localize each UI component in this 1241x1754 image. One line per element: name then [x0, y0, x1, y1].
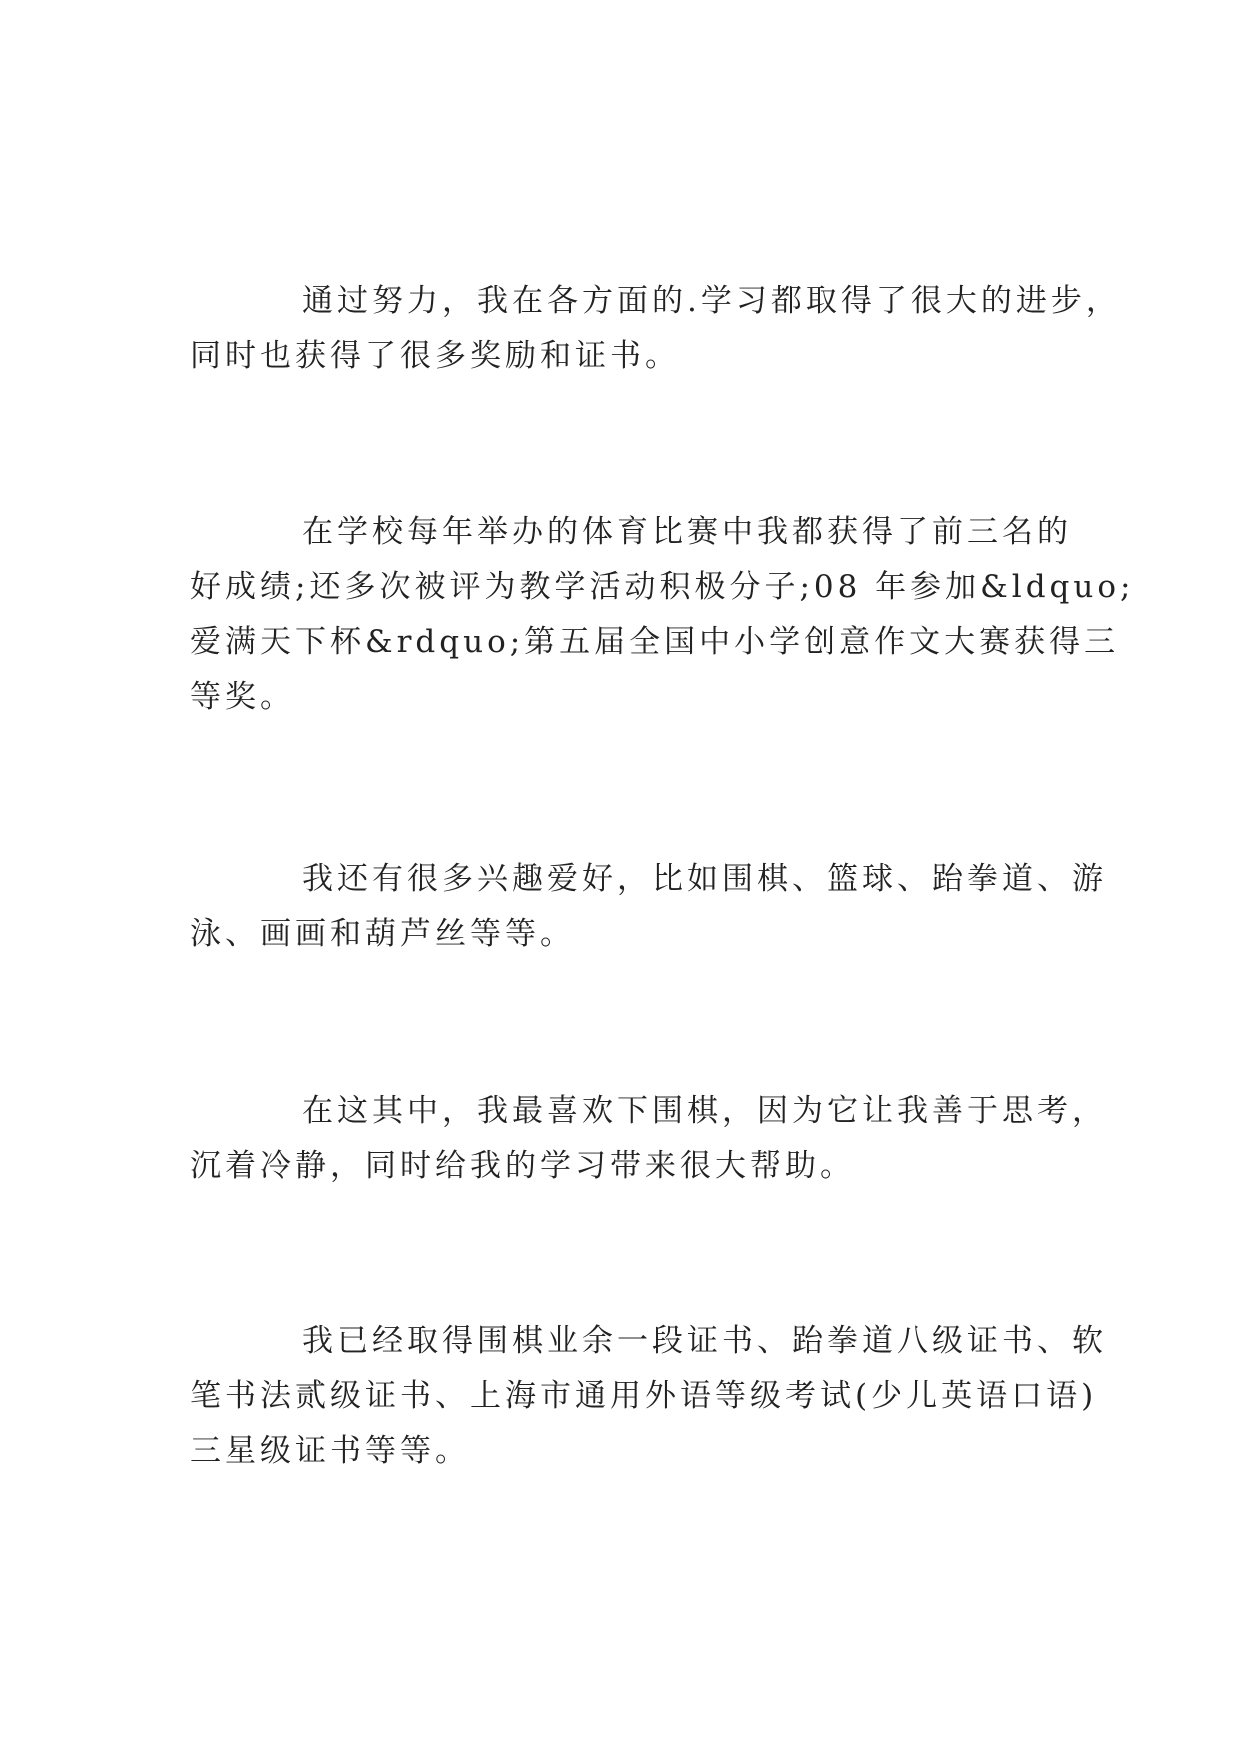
paragraph-line: 在这其中，我最喜欢下围棋，因为它让我善于思考， — [302, 1093, 1107, 1129]
paragraph-line: 我还有很多兴趣爱好，比如围棋、篮球、跆拳道、游 — [302, 861, 1107, 897]
paragraph-line: 通过努力，我在各方面的.学习都取得了很大的进步， — [302, 283, 1121, 319]
paragraph-line: 同时也获得了很多奖励和证书。 — [190, 338, 680, 374]
paragraph-line: 爱满天下杯&rdquo;第五届全国中小学创意作文大赛获得三 — [190, 624, 1120, 660]
paragraph-awards — [190, 505, 1135, 725]
paragraph-line: 沉着冷静，同时给我的学习带来很大帮助。 — [190, 1148, 855, 1184]
paragraph-line: 泳、画画和葫芦丝等等。 — [190, 916, 575, 952]
paragraph-certificates — [190, 1314, 1107, 1479]
paragraph-line: 在学校每年举办的体育比赛中我都获得了前三名的 — [302, 514, 1072, 550]
paragraph-hobbies — [190, 852, 1107, 962]
paragraph-line: 笔书法贰级证书、上海市通用外语等级考试(少儿英语口语) — [190, 1378, 1098, 1414]
paragraph-go-favorite — [190, 1084, 1107, 1194]
paragraph-progress — [190, 274, 1121, 384]
paragraph-line: 我已经取得围棋业余一段证书、跆拳道八级证书、软 — [302, 1323, 1107, 1359]
paragraph-line: 等奖。 — [190, 679, 295, 715]
paragraph-line: 好成绩;还多次被评为教学活动积极分子;08 年参加&ldquo; — [190, 569, 1135, 605]
paragraph-line: 三星级证书等等。 — [190, 1433, 470, 1469]
